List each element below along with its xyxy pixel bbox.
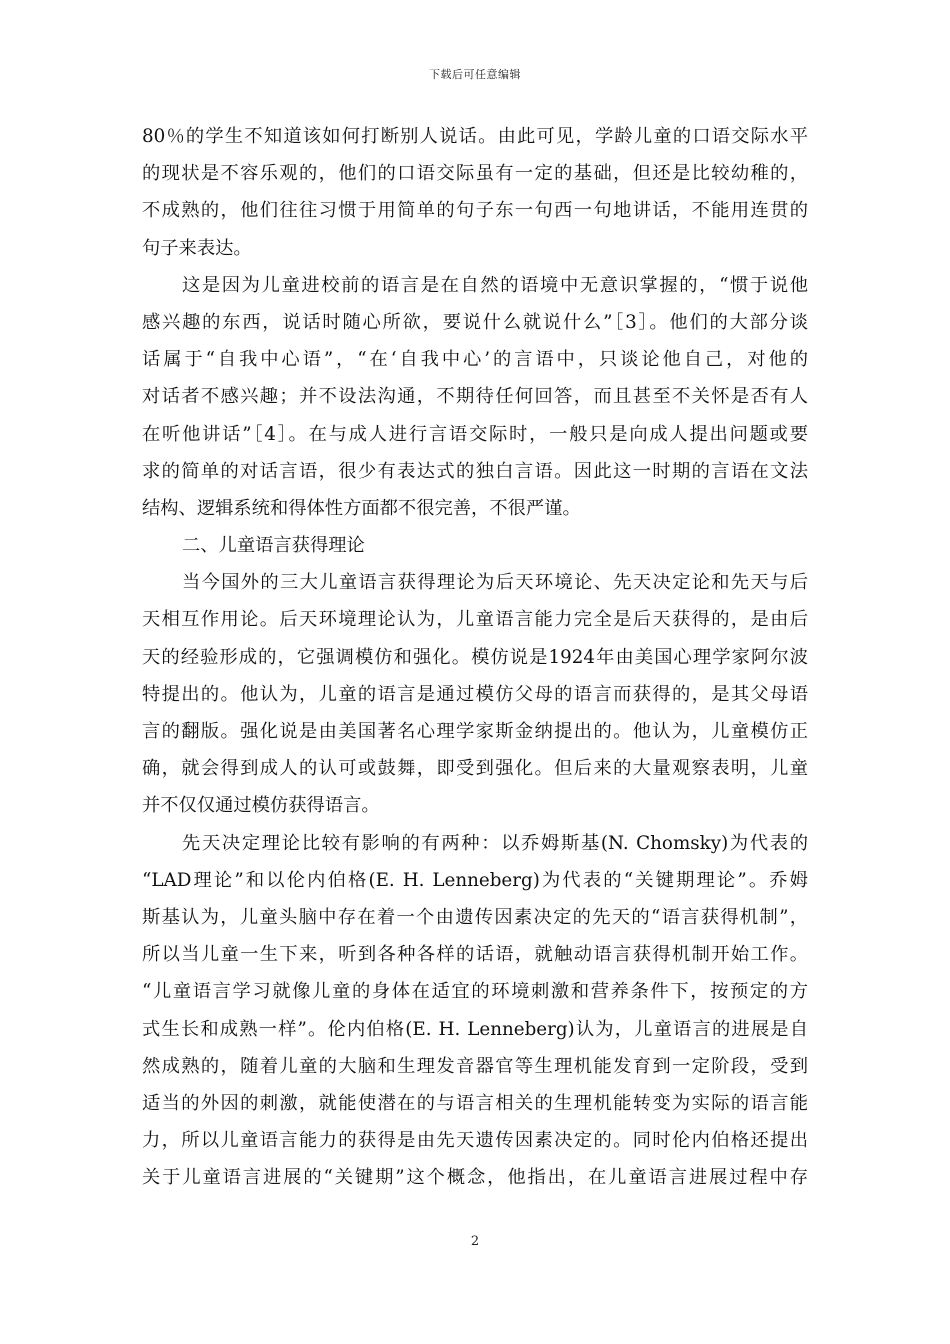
text-line: 天相互作用论。后天环境理论认为，儿童语言能力完全是后天获得的，是由后 [142,609,808,631]
text-line: 感兴趣的东西，说话时随心所欲，要说什么就说什么”［3］。他们的大部分谈 [142,311,808,333]
text-line: 特提出的。他认为，儿童的语言是通过模仿父母的语言而获得的，是其父母语 [142,683,808,705]
text-line: “LAD理论”和以伦内伯格(E. H. Lenneberg)为代表的“关键期理论”。乔姆 [142,869,808,891]
page-header: 下载后可任意编辑 [429,68,521,81]
text-line: 话属于“自我中心语”，“在‘自我中心’的言语中，只谈论他自己，对他的 [142,349,808,371]
paragraph-first-line: 这是因为儿童进校前的语言是在自然的语境中无意识掌握的，“惯于说他 [182,274,808,296]
text-line: 求的简单的对话言语，很少有表达式的独白言语。因此这一时期的言语在文法 [142,460,808,482]
text-line: 然成熟的，随着儿童的大脑和生理发音器官等生理机能发育到一定阶段，受到 [142,1055,808,1077]
text-line: 对话者不感兴趣；并不设法沟通，不期待任何回答，而且甚至不关怀是否有人 [142,386,808,408]
text-line: “儿童语言学习就像儿童的身体在适宜的环境刺激和营养条件下，按预定的方 [142,981,808,1003]
text-line: 的现状是不容乐观的，他们的口语交际虽有一定的基础，但还是比较幼稚的， [142,163,808,185]
text-line: 适当的外因的刺激，就能使潜在的与语言相关的生理机能转变为实际的语言能 [142,1092,808,1114]
paragraph-first-line: 当今国外的三大儿童语言获得理论为后天环境论、先天决定论和先天与后 [182,572,808,594]
text-line: 关于儿童语言进展的“关键期”这个概念，他指出，在儿童语言进展过程中存 [142,1167,808,1189]
text-line: 结构、逻辑系统和得体性方面都不很完善，不很严谨。 [142,497,581,519]
text-line: 斯基认为，儿童头脑中存在着一个由遗传因素决定的先天的“语言获得机制”， [142,906,808,928]
paragraph-first-line: 先天决定理论比较有影响的有两种：以乔姆斯基(N. Chomsky)为代表的 [182,832,808,854]
text-line: 所以当儿童一生下来，听到各种各样的话语，就触动语言获得机制开始工作。 [142,944,808,966]
text-line: 并不仅仅通过模仿获得语言。 [142,795,380,817]
section-heading: 二、儿童语言获得理论 [182,535,365,557]
text-line: 确，就会得到成人的认可或鼓舞，即受到强化。但后来的大量观察表明，儿童 [142,758,808,780]
text-line: 言的翻版。强化说是由美国著名心理学家斯金纳提出的。他认为，儿童模仿正 [142,721,808,742]
page-number: 2 [470,1234,480,1249]
text-line: 在听他讲话”［4］。在与成人进行言语交际时，一般只是向成人提出问题或要 [142,423,808,445]
text-line: 句子来表达。 [142,237,252,259]
text-line: 80％的学生不知道该如何打断别人说话。由此可见，学龄儿童的口语交际水平 [142,126,808,147]
text-line: 力，所以儿童语言能力的获得是由先天遗传因素决定的。同时伦内伯格还提出 [142,1130,808,1152]
document-body [142,118,808,1196]
text-line: 式生长和成熟一样”。伦内伯格(E. H. Lenneberg)认为，儿童语言的进展是自 [142,1018,808,1040]
text-line: 不成熟的，他们往往习惯于用简单的句子东一句西一句地讲话，不能用连贯的 [142,200,808,222]
text-line: 天的经验形成的，它强调模仿和强化。模仿说是1924年由美国心理学家阿尔波 [142,646,808,668]
